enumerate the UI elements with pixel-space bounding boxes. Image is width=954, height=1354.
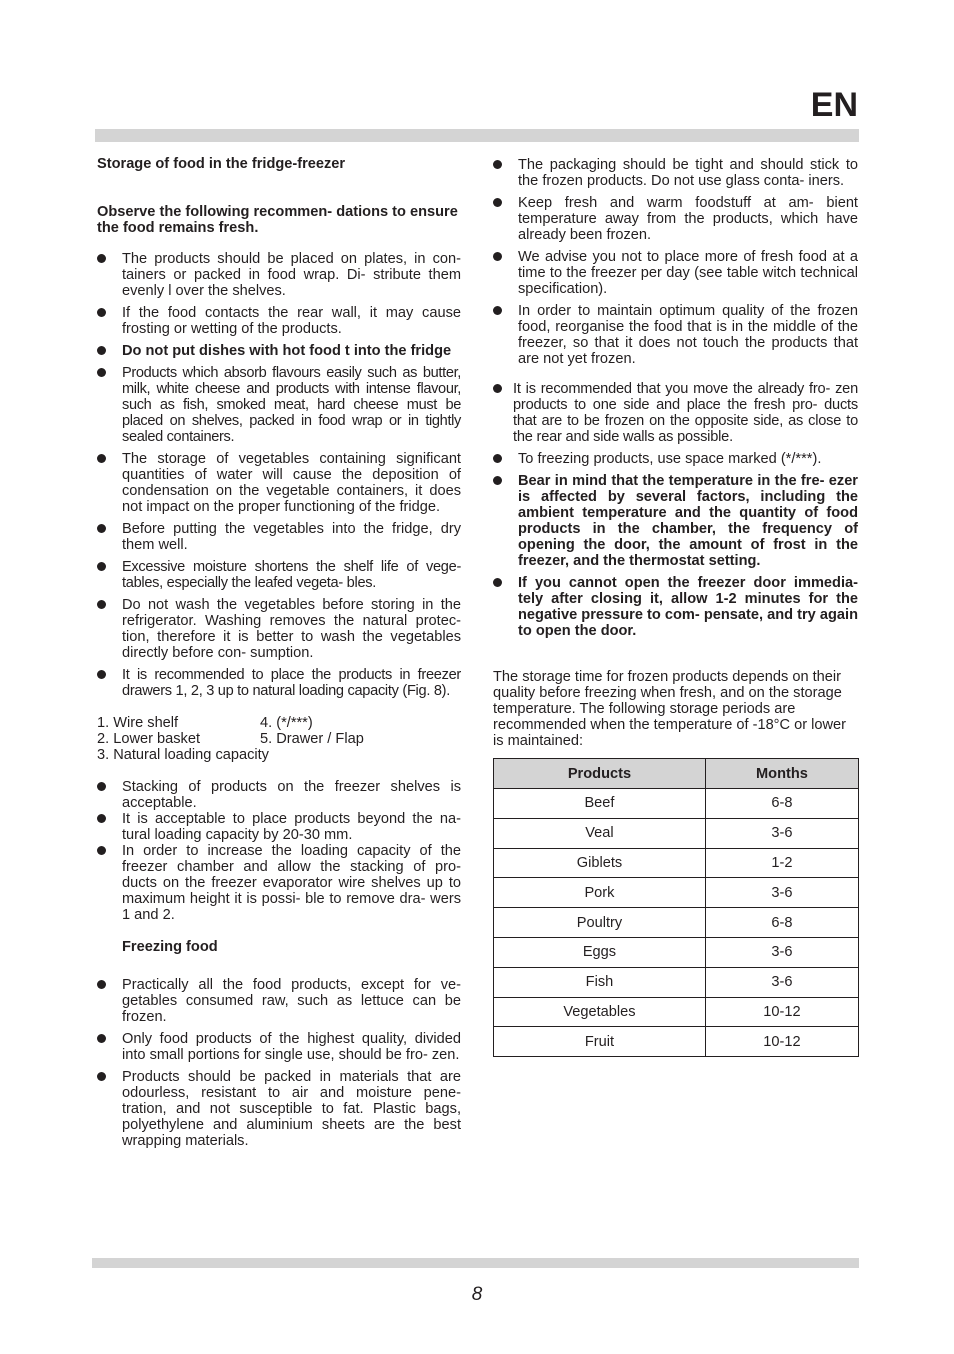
- list-item: If the food contacts the rear wall, it may cause frosting or wetting of the products.: [97, 305, 461, 337]
- months-cell: 10-12: [705, 1027, 858, 1057]
- legend-item: 3. Natural loading capacity: [97, 747, 269, 763]
- product-cell: Eggs: [494, 937, 706, 967]
- bullet-icon: [493, 384, 502, 393]
- bullet-icon: [97, 308, 106, 317]
- list-item: The packaging should be tight and should stick to the frozen products. Do not use glass conta- iners.: [493, 157, 858, 189]
- product-cell: Beef: [494, 789, 706, 819]
- product-cell: Pork: [494, 878, 706, 908]
- list-item: Excessive moisture shortens the shelf life of vege- tables, especially the leafed vegeta- bles.: [97, 559, 461, 591]
- table-row: [494, 818, 859, 848]
- bullet-icon: [97, 368, 106, 377]
- list-item: If you cannot open the freezer door immedia- tely after closing it, allow 1-2 minutes for the negative pressure to com- pensate, and try again to open the door.: [493, 575, 858, 639]
- product-cell: Giblets: [494, 848, 706, 878]
- list-item: We advise you not to place more of fresh food at a time to the freezer per day (see table witch technical specification).: [493, 249, 858, 297]
- legend-item: 5. Drawer / Flap: [260, 731, 364, 747]
- page-number: 8: [471, 1284, 483, 1305]
- bullet-icon: [97, 524, 106, 533]
- product-cell: Poultry: [494, 908, 706, 938]
- bullet-icon: [97, 670, 106, 679]
- table-row: [494, 937, 859, 967]
- bullet-icon: [97, 454, 106, 463]
- legend-item: 1. Wire shelf: [97, 715, 179, 731]
- column-header: Products: [494, 759, 706, 789]
- freezing-food-title: Freezing food: [122, 939, 218, 955]
- freezer-tips-list: [493, 157, 858, 639]
- storage-time-paragraph: The storage time for frozen products depends on their quality before freezing when fresh, and on the storage temperature. The following storage periods are recommended when the temperature of -18°C or lower is maintained:: [493, 669, 847, 749]
- storage-bullet-list: [97, 251, 461, 699]
- list-item: Practically all the food products, except for ve- getables consumed raw, such as lettuce can be frozen.: [97, 977, 461, 1025]
- table-row: [494, 908, 859, 938]
- storage-time-table: [493, 758, 859, 1057]
- list-item: Do not wash the vegetables before storing in the refrigerator. Washing removes the natural protec- tion, therefore it is better to wash the vegetables directly before con- sumption.: [97, 597, 461, 661]
- list-item: The storage of vegetables containing significant quantities of water will cause the deposition of condensation on the vegetable containers, it does not impact on the proper functioning of the fridge.: [97, 451, 461, 515]
- months-cell: 3-6: [705, 878, 858, 908]
- months-cell: 3-6: [705, 818, 858, 848]
- list-item: Stacking of products on the freezer shelves is acceptable.: [97, 779, 461, 811]
- bullet-icon: [493, 306, 502, 315]
- bullet-icon: [493, 198, 502, 207]
- product-cell: Veal: [494, 818, 706, 848]
- months-cell: 3-6: [705, 937, 858, 967]
- months-cell: 3-6: [705, 967, 858, 997]
- list-item: Only food products of the highest quality, divided into small portions for single use, should be fro- zen.: [97, 1031, 461, 1063]
- list-item: It is recommended to place the products in freezer drawers 1, 2, 3 up to natural loading capacity (Fig. 8).: [97, 667, 461, 699]
- bullet-icon: [97, 782, 106, 791]
- list-item: The products should be placed on plates, in con- tainers or packed in food wrap. Di- stribute them evenly l over the shelves.: [97, 251, 461, 299]
- section-title: Storage of food in the fridge-freezer: [97, 156, 346, 172]
- table-row: [494, 1027, 859, 1057]
- bullet-icon: [493, 476, 502, 485]
- legend-item: 2. Lower basket: [97, 731, 201, 747]
- product-cell: Fruit: [494, 1027, 706, 1057]
- list-item: Keep fresh and warm foodstuff at am- bient temperature away from the products, which have already been frozen.: [493, 195, 858, 243]
- table-row: [494, 997, 859, 1027]
- bullet-icon: [493, 578, 502, 587]
- list-item: In order to maintain optimum quality of the frozen food, reorganise the food that is in the middle of the freezer, so that it does not touch the products that are not yet frozen.: [493, 303, 858, 367]
- product-cell: Fish: [494, 967, 706, 997]
- months-cell: 6-8: [705, 789, 858, 819]
- freezing-bullet-list: [97, 977, 461, 1149]
- column-header: Months: [705, 759, 858, 789]
- legend-item: 4. (*/***): [260, 715, 313, 731]
- list-item: Products should be packed in materials that are odourless, resistant to air and moisture pene- tration, and not susceptible to fat. Plastic bags, polyethylene and aluminium sheets are the best wrapping materials.: [97, 1069, 461, 1149]
- table-row: [494, 967, 859, 997]
- list-item: Do not put dishes with hot food t into the fridge: [97, 343, 461, 359]
- bullet-icon: [493, 252, 502, 261]
- table-row: [494, 878, 859, 908]
- list-item: In order to increase the loading capacity of the freezer chamber and allow the stacking of pro- ducts on the freezer evaporator wire shelves up to maximum height it is possi- ble to remove dra- wers 1 and 2.: [97, 843, 461, 923]
- bullet-icon: [493, 454, 502, 463]
- months-cell: 10-12: [705, 997, 858, 1027]
- bullet-icon: [97, 814, 106, 823]
- bullet-icon: [97, 846, 106, 855]
- table-header-row: [494, 759, 859, 789]
- right-column: [493, 157, 858, 1057]
- bullet-icon: [97, 1034, 106, 1043]
- list-item: Bear in mind that the temperature in the fre- ezer is affected by several factors, including the ambient temperature and the quantity of food products in the chamber, the frequency of opening the door, the amount of frost in the freezer, and the thermostat setting.: [493, 473, 858, 569]
- product-cell: Vegetables: [494, 997, 706, 1027]
- language-code: EN: [810, 86, 858, 124]
- header-divider: [95, 129, 859, 142]
- bullet-icon: [97, 346, 106, 355]
- section-subtitle: Observe the following recommen- dations to ensure the food remains fresh.: [97, 204, 458, 236]
- list-item: Products which absorb flavours easily such as butter, milk, white cheese and products with intense flavour, such as fish, smoked meat, hard cheese must be placed on shelves, packed in food wrap or in tightly sealed containers.: [97, 365, 461, 445]
- list-item: Before putting the vegetables into the fridge, dry them well.: [97, 521, 461, 553]
- freezer-loading-list: [97, 779, 461, 923]
- bullet-icon: [493, 160, 502, 169]
- table-row: [494, 789, 859, 819]
- bullet-icon: [97, 562, 106, 571]
- bullet-icon: [97, 1072, 106, 1081]
- list-item: It is acceptable to place products beyond the na- tural loading capacity by 20-30 mm.: [97, 811, 461, 843]
- months-cell: 1-2: [705, 848, 858, 878]
- list-item: It is recommended that you move the already fro- zen products to one side and place the fresh pro- ducts that are to be frozen on the opposite side, as close to the rear and side walls as possible.: [493, 381, 858, 445]
- bullet-icon: [97, 254, 106, 263]
- table-row: [494, 848, 859, 878]
- figure-legend: [97, 715, 461, 763]
- bullet-icon: [97, 600, 106, 609]
- months-cell: 6-8: [705, 908, 858, 938]
- bullet-icon: [97, 980, 106, 989]
- list-item: To freezing products, use space marked (*/***).: [493, 451, 858, 467]
- footer-divider: [92, 1258, 859, 1268]
- left-column: [97, 156, 461, 1149]
